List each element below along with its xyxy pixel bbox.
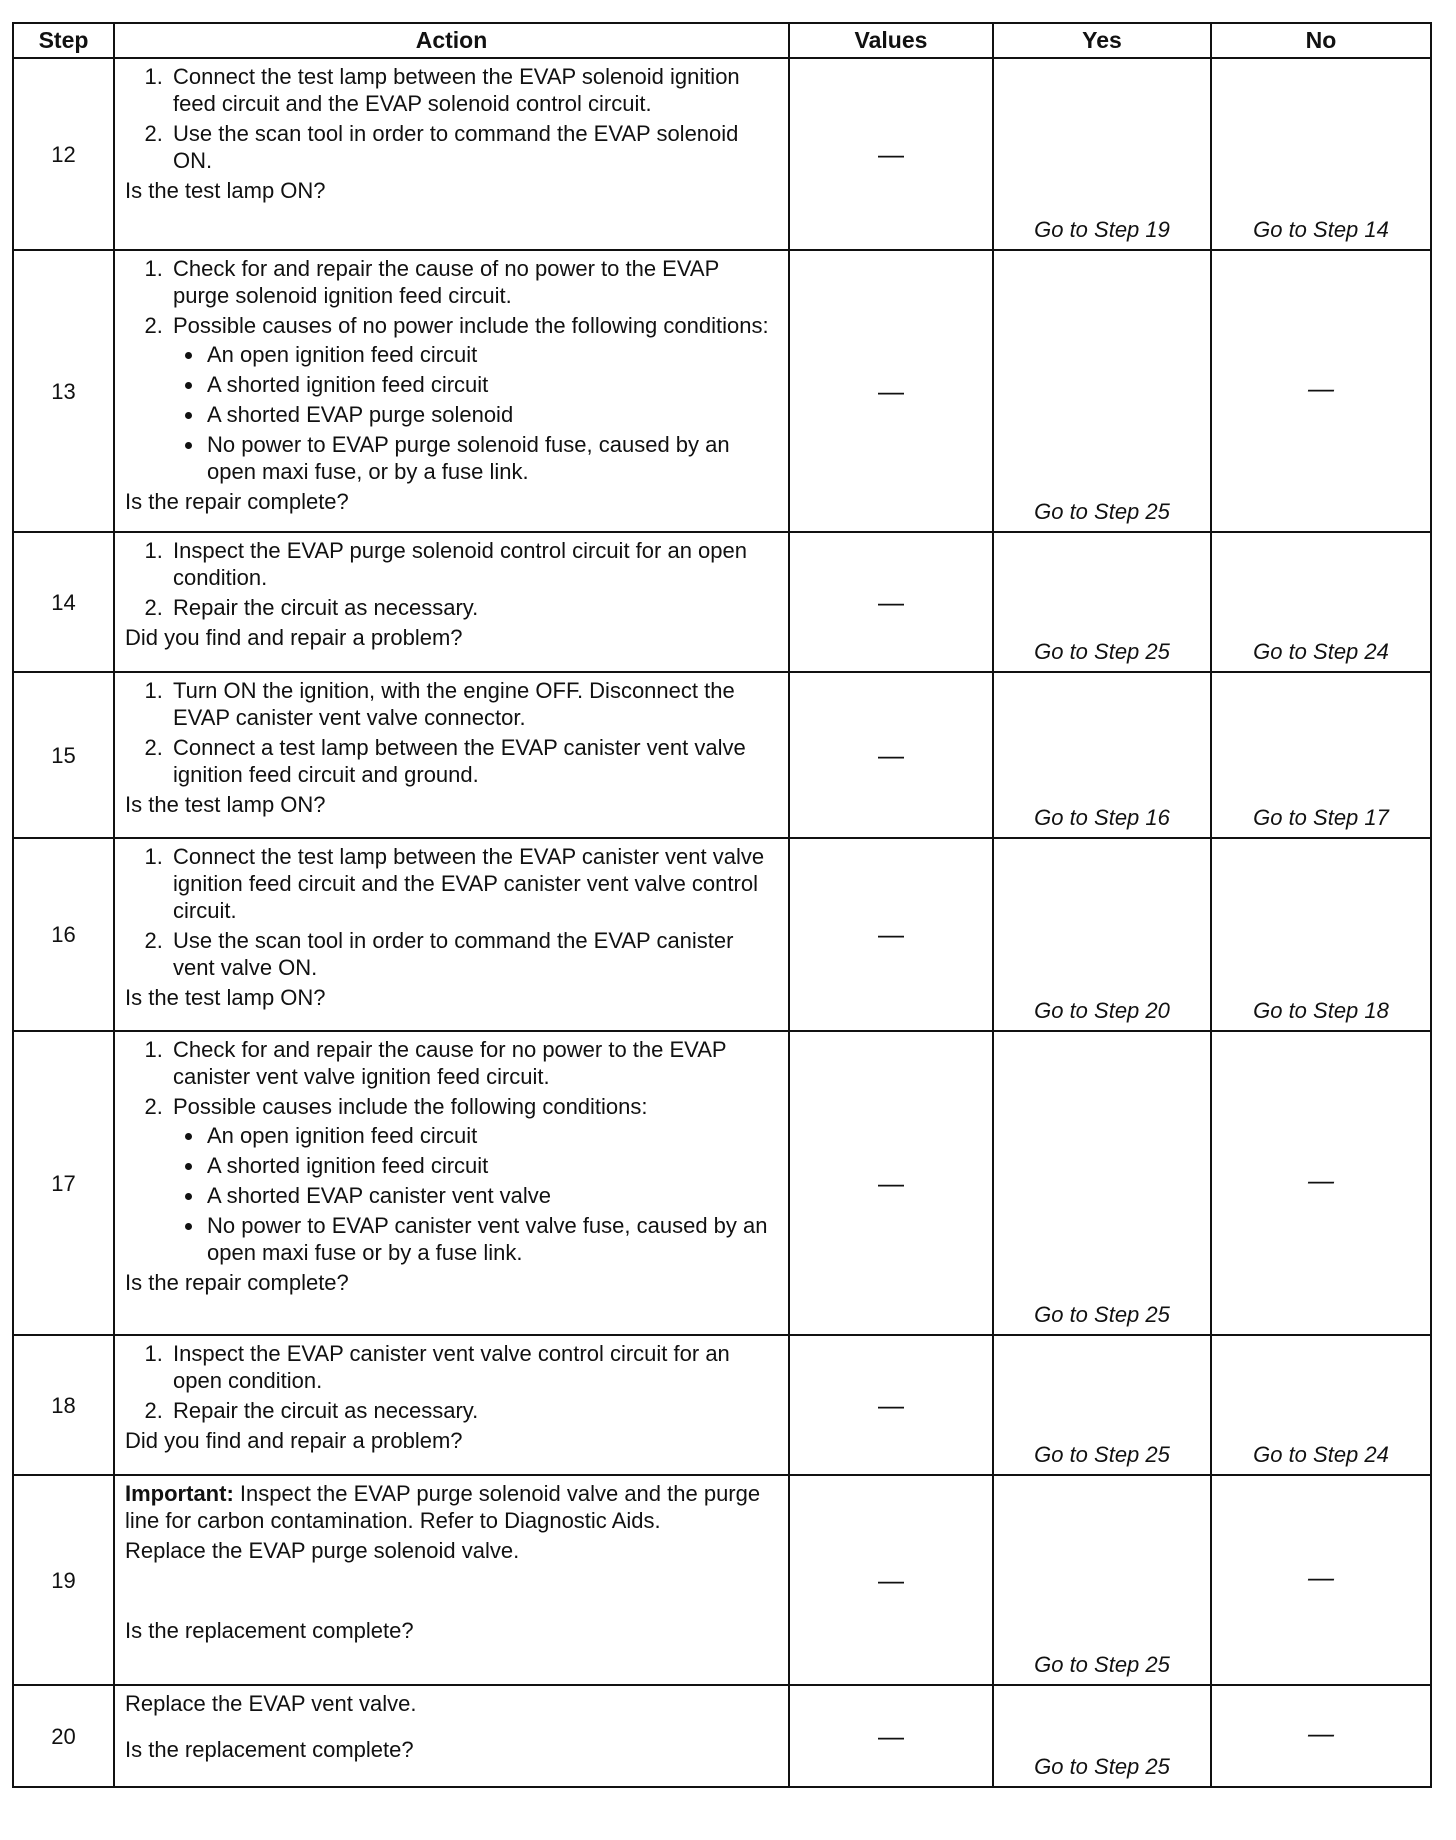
action-steps bbox=[125, 63, 780, 174]
yes-cell: Go to Step 25 bbox=[993, 532, 1211, 672]
no-cell: Go to Step 18 bbox=[1211, 838, 1431, 1031]
table-row bbox=[13, 532, 1431, 672]
action-item: 2. Use the scan tool in order to command the EVAP solenoid ON. bbox=[169, 120, 780, 174]
values-cell: — bbox=[789, 532, 993, 672]
header-yes: Yes bbox=[993, 23, 1211, 58]
action-item: 2. Use the scan tool in order to command the EVAP canister vent valve ON. bbox=[169, 927, 780, 981]
cause-item: • An open ignition feed circuit bbox=[205, 1122, 780, 1149]
action-steps bbox=[125, 537, 780, 621]
action-question: Is the test lamp ON? bbox=[125, 792, 326, 817]
cause-item: • An open ignition feed circuit bbox=[205, 341, 780, 368]
action-question: Is the replacement complete? bbox=[125, 1737, 414, 1762]
table-row bbox=[13, 1335, 1431, 1475]
cause-item: • A shorted ignition feed circuit bbox=[205, 1152, 780, 1179]
table-row bbox=[13, 1475, 1431, 1685]
step-number: 16 bbox=[13, 838, 114, 1031]
no-cell: — bbox=[1211, 1031, 1431, 1335]
action-item: 2. Repair the circuit as necessary. bbox=[169, 1397, 780, 1424]
table-row bbox=[13, 1685, 1431, 1787]
header-no: No bbox=[1211, 23, 1431, 58]
values-cell: — bbox=[789, 250, 993, 532]
action-cell bbox=[114, 672, 789, 838]
action-steps bbox=[125, 1340, 780, 1424]
header-action: Action bbox=[114, 23, 789, 58]
values-cell: — bbox=[789, 1335, 993, 1475]
values-cell: — bbox=[789, 1475, 993, 1685]
yes-cell: Go to Step 16 bbox=[993, 672, 1211, 838]
action-item-text: Possible causes include the following conditions: bbox=[173, 1094, 648, 1119]
action-item: 2. Repair the circuit as necessary. bbox=[169, 594, 780, 621]
action-steps bbox=[125, 1036, 780, 1266]
step-number: 15 bbox=[13, 672, 114, 838]
cause-item: • A shorted EVAP canister vent valve bbox=[205, 1182, 780, 1209]
action-question: Is the test lamp ON? bbox=[125, 178, 326, 203]
diagnostic-table bbox=[12, 22, 1432, 1788]
cause-list bbox=[173, 1122, 780, 1266]
cause-list bbox=[173, 341, 780, 485]
action-item: 1. Connect the test lamp between the EVAP solenoid ignition feed circuit and the EVAP solenoid control circuit. bbox=[169, 63, 780, 117]
action-cell bbox=[114, 1475, 789, 1685]
action-item: 1. Inspect the EVAP canister vent valve control circuit for an open condition. bbox=[169, 1340, 780, 1394]
step-number: 12 bbox=[13, 58, 114, 250]
important-note bbox=[125, 1480, 780, 1534]
step-number: 20 bbox=[13, 1685, 114, 1787]
values-cell: — bbox=[789, 1031, 993, 1335]
action-cell bbox=[114, 58, 789, 250]
yes-cell: Go to Step 25 bbox=[993, 1335, 1211, 1475]
yes-cell: Go to Step 20 bbox=[993, 838, 1211, 1031]
no-cell: — bbox=[1211, 1475, 1431, 1685]
action-item: 2. Connect a test lamp between the EVAP canister vent valve ignition feed circuit and ground. bbox=[169, 734, 780, 788]
action-question: Is the test lamp ON? bbox=[125, 985, 326, 1010]
action-steps bbox=[125, 843, 780, 981]
action-item: 1. Connect the test lamp between the EVAP canister vent valve ignition feed circuit and the EVAP canister vent valve control circuit. bbox=[169, 843, 780, 924]
yes-cell: Go to Step 25 bbox=[993, 1475, 1211, 1685]
action-cell bbox=[114, 250, 789, 532]
action-question: Is the repair complete? bbox=[125, 489, 349, 514]
action-item: 1. Check for and repair the cause for no power to the EVAP canister vent valve ignition feed circuit. bbox=[169, 1036, 780, 1090]
action-question: Is the replacement complete? bbox=[125, 1618, 414, 1643]
action-question: Did you find and repair a problem? bbox=[125, 625, 463, 650]
step-number: 18 bbox=[13, 1335, 114, 1475]
header-step: Step bbox=[13, 23, 114, 58]
cause-item: • No power to EVAP canister vent valve fuse, caused by an open maxi fuse or by a fuse link. bbox=[205, 1212, 780, 1266]
important-label: Important: bbox=[125, 1481, 234, 1506]
cause-item: • A shorted ignition feed circuit bbox=[205, 371, 780, 398]
no-cell: Go to Step 14 bbox=[1211, 58, 1431, 250]
action-instruction: Replace the EVAP purge solenoid valve. bbox=[125, 1538, 520, 1563]
action-cell bbox=[114, 1335, 789, 1475]
header-row bbox=[13, 23, 1431, 58]
cause-item: • A shorted EVAP purge solenoid bbox=[205, 401, 780, 428]
cause-item: • No power to EVAP purge solenoid fuse, caused by an open maxi fuse, or by a fuse link. bbox=[205, 431, 780, 485]
action-item bbox=[169, 312, 780, 485]
action-question: Did you find and repair a problem? bbox=[125, 1428, 463, 1453]
step-number: 19 bbox=[13, 1475, 114, 1685]
action-instruction: Replace the EVAP vent valve. bbox=[125, 1691, 417, 1716]
no-cell: Go to Step 24 bbox=[1211, 532, 1431, 672]
values-cell: — bbox=[789, 838, 993, 1031]
header-values: Values bbox=[789, 23, 993, 58]
action-item-text: Possible causes of no power include the following conditions: bbox=[173, 313, 769, 338]
step-number: 13 bbox=[13, 250, 114, 532]
step-number: 14 bbox=[13, 532, 114, 672]
no-cell: Go to Step 17 bbox=[1211, 672, 1431, 838]
action-cell bbox=[114, 838, 789, 1031]
action-item bbox=[169, 1093, 780, 1266]
table-row bbox=[13, 58, 1431, 250]
values-cell: — bbox=[789, 58, 993, 250]
yes-cell: Go to Step 19 bbox=[993, 58, 1211, 250]
action-steps bbox=[125, 677, 780, 788]
action-item: 1. Check for and repair the cause of no power to the EVAP purge solenoid ignition feed circuit. bbox=[169, 255, 780, 309]
action-steps bbox=[125, 255, 780, 485]
action-cell bbox=[114, 532, 789, 672]
action-item: 1. Turn ON the ignition, with the engine OFF. Disconnect the EVAP canister vent valve connector. bbox=[169, 677, 780, 731]
yes-cell: Go to Step 25 bbox=[993, 1685, 1211, 1787]
table-row bbox=[13, 250, 1431, 532]
table-row bbox=[13, 672, 1431, 838]
yes-cell: Go to Step 25 bbox=[993, 1031, 1211, 1335]
yes-cell: Go to Step 25 bbox=[993, 250, 1211, 532]
important-text: Inspect the EVAP purge solenoid valve and the purge line for carbon contamination. Refer to Diagnostic Aids. bbox=[125, 1481, 761, 1533]
action-cell bbox=[114, 1031, 789, 1335]
no-cell: — bbox=[1211, 1685, 1431, 1787]
no-cell: — bbox=[1211, 250, 1431, 532]
step-number: 17 bbox=[13, 1031, 114, 1335]
values-cell: — bbox=[789, 672, 993, 838]
table-row bbox=[13, 838, 1431, 1031]
table-row bbox=[13, 1031, 1431, 1335]
action-item: 1. Inspect the EVAP purge solenoid control circuit for an open condition. bbox=[169, 537, 780, 591]
action-cell bbox=[114, 1685, 789, 1787]
values-cell: — bbox=[789, 1685, 993, 1787]
action-question: Is the repair complete? bbox=[125, 1270, 349, 1295]
no-cell: Go to Step 24 bbox=[1211, 1335, 1431, 1475]
